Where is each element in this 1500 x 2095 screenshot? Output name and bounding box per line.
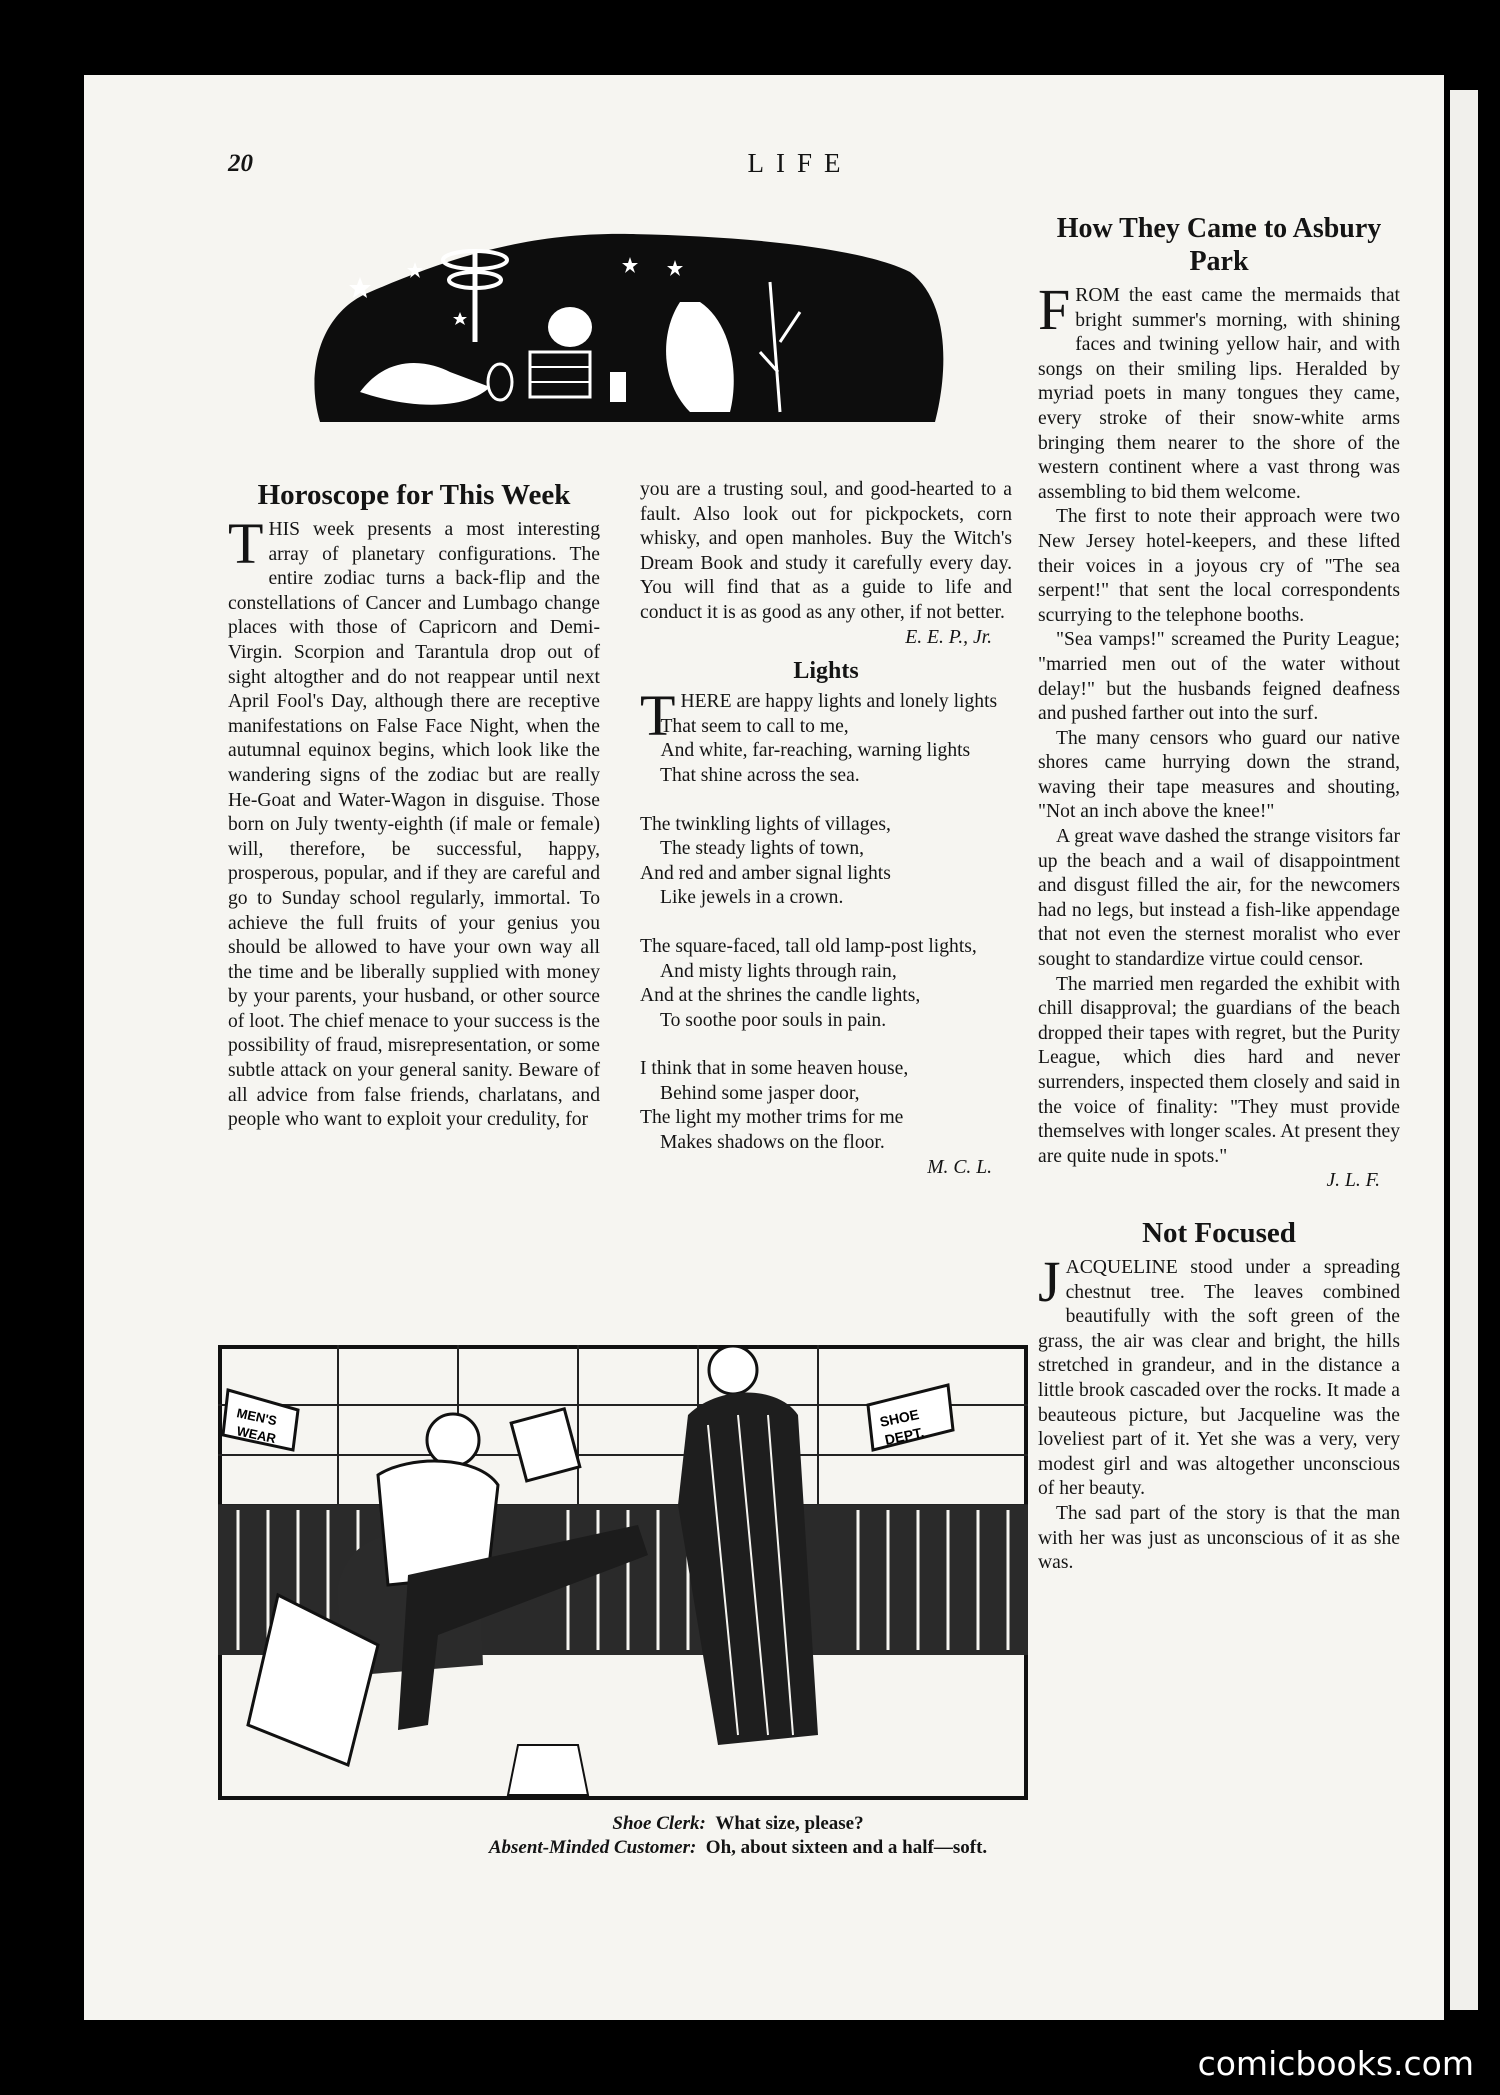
lights-signature: M. C. L. bbox=[927, 1156, 992, 1178]
asbury-paragraph: The married men regarded the exhibit with chill disapproval; the guardians of the beach dropped their tapes with regret, but the Purity League, which dies hard and never surrenders, inspected them closely and said in the voice of finality: "They must provide themselves with longer scales. At present they are quite nude in spots." bbox=[1038, 973, 1400, 1167]
caption-speaker-2: Absent-Minded Customer: bbox=[488, 1837, 697, 1858]
horoscope-title: Horoscope for This Week bbox=[257, 479, 571, 511]
asbury-paragraph: FROM the east came the mermaids that bright summer's morning, with shining faces and twining yellow hair, and with songs on their smiling lips. Heralded by myriad poets in many tongues they came, every stroke of their snow-white arms bringing them nearer to the shore of the western continent where a vast throng was assembling to bid them welcome. bbox=[1038, 277, 1400, 503]
asbury-title: How They Came to Asbury Park bbox=[1056, 213, 1382, 277]
asbury-signature: J. L. F. bbox=[1326, 1170, 1380, 1192]
cartoon-caption bbox=[218, 1812, 1258, 1860]
drop-cap: J bbox=[1038, 1248, 1061, 1314]
lights-stanza-1: T HERE are happy lights and lonely lights That seem to call to me, And white, far-reaching, warning lights That shine across the sea. bbox=[640, 683, 998, 786]
caption-line-1: What size, please? bbox=[715, 1813, 864, 1834]
caption-speaker-1: Shoe Clerk: bbox=[612, 1813, 706, 1834]
horoscope-article bbox=[228, 478, 600, 1133]
drop-cap: F bbox=[1038, 277, 1071, 342]
magazine-title: LIFE bbox=[747, 148, 853, 178]
focused-title: Not Focused bbox=[1142, 1216, 1296, 1249]
caption-line-2: Oh, about sixteen and a half—soft. bbox=[705, 1837, 988, 1858]
mens-wear-sign-line2: WEAR bbox=[235, 1423, 278, 1447]
next-page-edge bbox=[1450, 90, 1478, 2010]
site-watermark: comicbooks.com bbox=[1197, 2044, 1474, 2083]
asbury-paragraph: The first to note their approach were two New Jersey hotel-keepers, and these lifted their voices in a joyous cry of "The sea serpent!" that sent the local correspondents scurrying to the telephone booths. bbox=[1038, 506, 1400, 626]
mens-wear-sign-line1: MEN'S bbox=[235, 1405, 279, 1429]
drop-cap: T bbox=[640, 683, 676, 749]
horoscope-signature: E. E. P., Jr. bbox=[905, 626, 992, 648]
page-number: 20 bbox=[228, 150, 253, 177]
shoe-dept-sign-line1: SHOE bbox=[878, 1406, 921, 1430]
asbury-paragraph: "Sea vamps!" screamed the Purity League; "married men out of the water without delay!" but the husbands feigned deafness and pushed farther out into the surf. bbox=[1038, 629, 1400, 725]
asbury-paragraph: The many censors who guard our native shores came hurrying down the strand, waving their tape measures and shouting, "Not an inch above the knee!" bbox=[1038, 727, 1400, 823]
lights-title: Lights bbox=[793, 658, 859, 685]
middle-column bbox=[640, 478, 1012, 1180]
drop-cap: T bbox=[228, 511, 264, 576]
horoscope-illustration bbox=[300, 222, 950, 432]
lights-stanza-3: The square-faced, tall old lamp-post lights, And misty lights through rain, And at the shrines the candle lights, To soothe poor souls in pain. bbox=[640, 935, 977, 1031]
right-column bbox=[1038, 212, 1400, 1576]
lights-stanza-4: I think that in some heaven house, Behind some jasper door, The light my mother trims for me Makes shadows on the floor. bbox=[640, 1058, 909, 1154]
asbury-paragraph: A great wave dashed the strange visitors far up the beach and a wail of disappointment and disgust filled the air, for the newcomers had no legs, but instead a fish-like appendage that not even the sternest moralist who ever sought to standardize virtue could censor. bbox=[1038, 826, 1400, 971]
shoe-dept-sign-line2: DEPT. bbox=[883, 1424, 926, 1448]
shoe-store-cartoon bbox=[218, 1345, 1028, 1800]
focused-paragraph: JACQUELINE stood under a spreading chestnut tree. The leaves combined beautifully with the soft green of the grass, the air was clear and bright, the hills stretched in grandeur, and in the distance a little brook cascaded over the rocks. It made a beauteous picture, but Jacqueline was the loveliest part of it. Yet she was a very, very modest girl and was altogether unconscious of her beauty. bbox=[1038, 1248, 1400, 1500]
horoscope-paragraph: THIS week presents a most interesting array of planetary configurations. The entire zodiac turns a back-flip and the constellations of Cancer and Lumbago change places with those of Capricorn and Demi-Virgin. Scorpion and Tarantula drop out of sight altogther and do not reappear until next April Fool's Day, although there are receptive manifestations on False Face Night, when the autumnal equinox begins, which look like the wandering signs of the zodiac but are really He-Goat and Water-Wagon in disguise. Those born on July twenty-eighth (if male or female) will, therefore, be successful, happy, prosperous, popular, and if they are careful and go to Sunday school regularly, immortal. To achieve the full fruits of your genius you should be allowed to have your own way all the time and be liberally supplied with money by your parents, your husband, or other source of loot. The chief menace to your success is the possibility of fraud, misrepresentation, or some subtle attack on your general sanity. Beware of all advice from false friends, charlatans, and people who want to exploit your credulity, for bbox=[228, 511, 600, 1131]
focused-paragraph: The sad part of the story is that the man with her was just as unconscious of it as she was. bbox=[1038, 1502, 1400, 1574]
horoscope-continuation: you are a trusting soul, and good-hearted to a fault. Also look out for pickpockets, corn whisky, and open manholes. Buy the Witch's Dream Book and study it carefully every day. You will find that as a guide to life and conduct it is as good as any other, if not better. bbox=[640, 479, 1012, 623]
lights-stanza-2: The twinkling lights of villages, The steady lights of town, And red and amber signal lights Like jewels in a crown. bbox=[640, 813, 891, 909]
